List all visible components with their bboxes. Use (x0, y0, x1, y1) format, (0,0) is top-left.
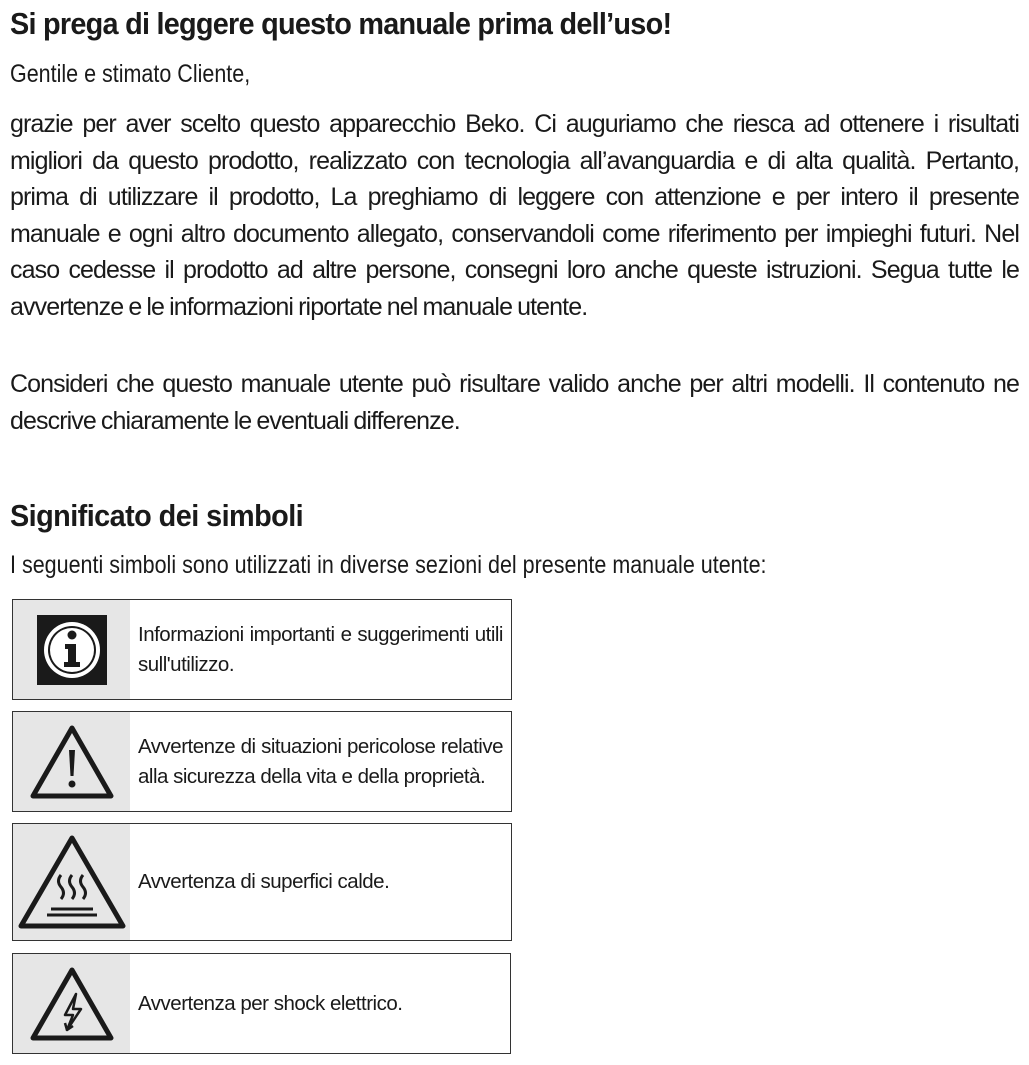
symbol-text-hot-surface: Avvertenza di superfici calde. (138, 870, 390, 893)
symbol-box-info (12, 599, 512, 700)
symbols-intro: I seguenti simboli sono utilizzati in diverse sezioni del presente manuale utente: (10, 551, 767, 579)
page-title: Si prega di leggere questo manuale prima dell’uso! (10, 6, 672, 41)
symbol-text-info: Informazioni importanti e suggerimenti utili sull'utilizzo. (138, 622, 503, 676)
info-icon (13, 600, 130, 699)
electric-shock-icon (13, 954, 130, 1053)
hot-surface-icon (13, 824, 130, 940)
symbol-box-warning (12, 711, 512, 812)
symbol-box-hot-surface (12, 823, 512, 941)
models-note-paragraph: Consideri che questo manuale utente può risultare valido anche per altri modelli. Il contenuto ne descrive chiaramente le eventuali differenze. (10, 370, 1019, 435)
symbol-text-electric-shock: Avvertenza per shock elettrico. (138, 991, 403, 1015)
symbol-box-electric-shock (12, 953, 511, 1054)
intro-paragraph: grazie per aver scelto questo apparecchio Beko. Ci auguriamo che riesca ad ottenere i risultati migliori da questo prodotto, realizzato con tecnologia all’avanguardia e di alta qualità. Pertanto, prima di utilizzare il prodotto, La preghiamo di leggere con attenzione e per intero il presente manuale e ogni altro documento allegato, conservandoli come riferimento per impieghi futuri. Nel caso cedesse il prodotto ad altre persone, consegni loro anche queste istruzioni. Segua tutte le avvertenze e le informazioni riportate nel manuale utente. (10, 110, 1019, 321)
symbols-section-title: Significato dei simboli (10, 498, 304, 533)
warning-icon (13, 712, 130, 811)
symbol-text-warning: Avvertenze di situazioni pericolose relative alla sicurezza della vita e della proprietà. (138, 734, 503, 788)
greeting: Gentile e stimato Cliente, (10, 60, 251, 88)
